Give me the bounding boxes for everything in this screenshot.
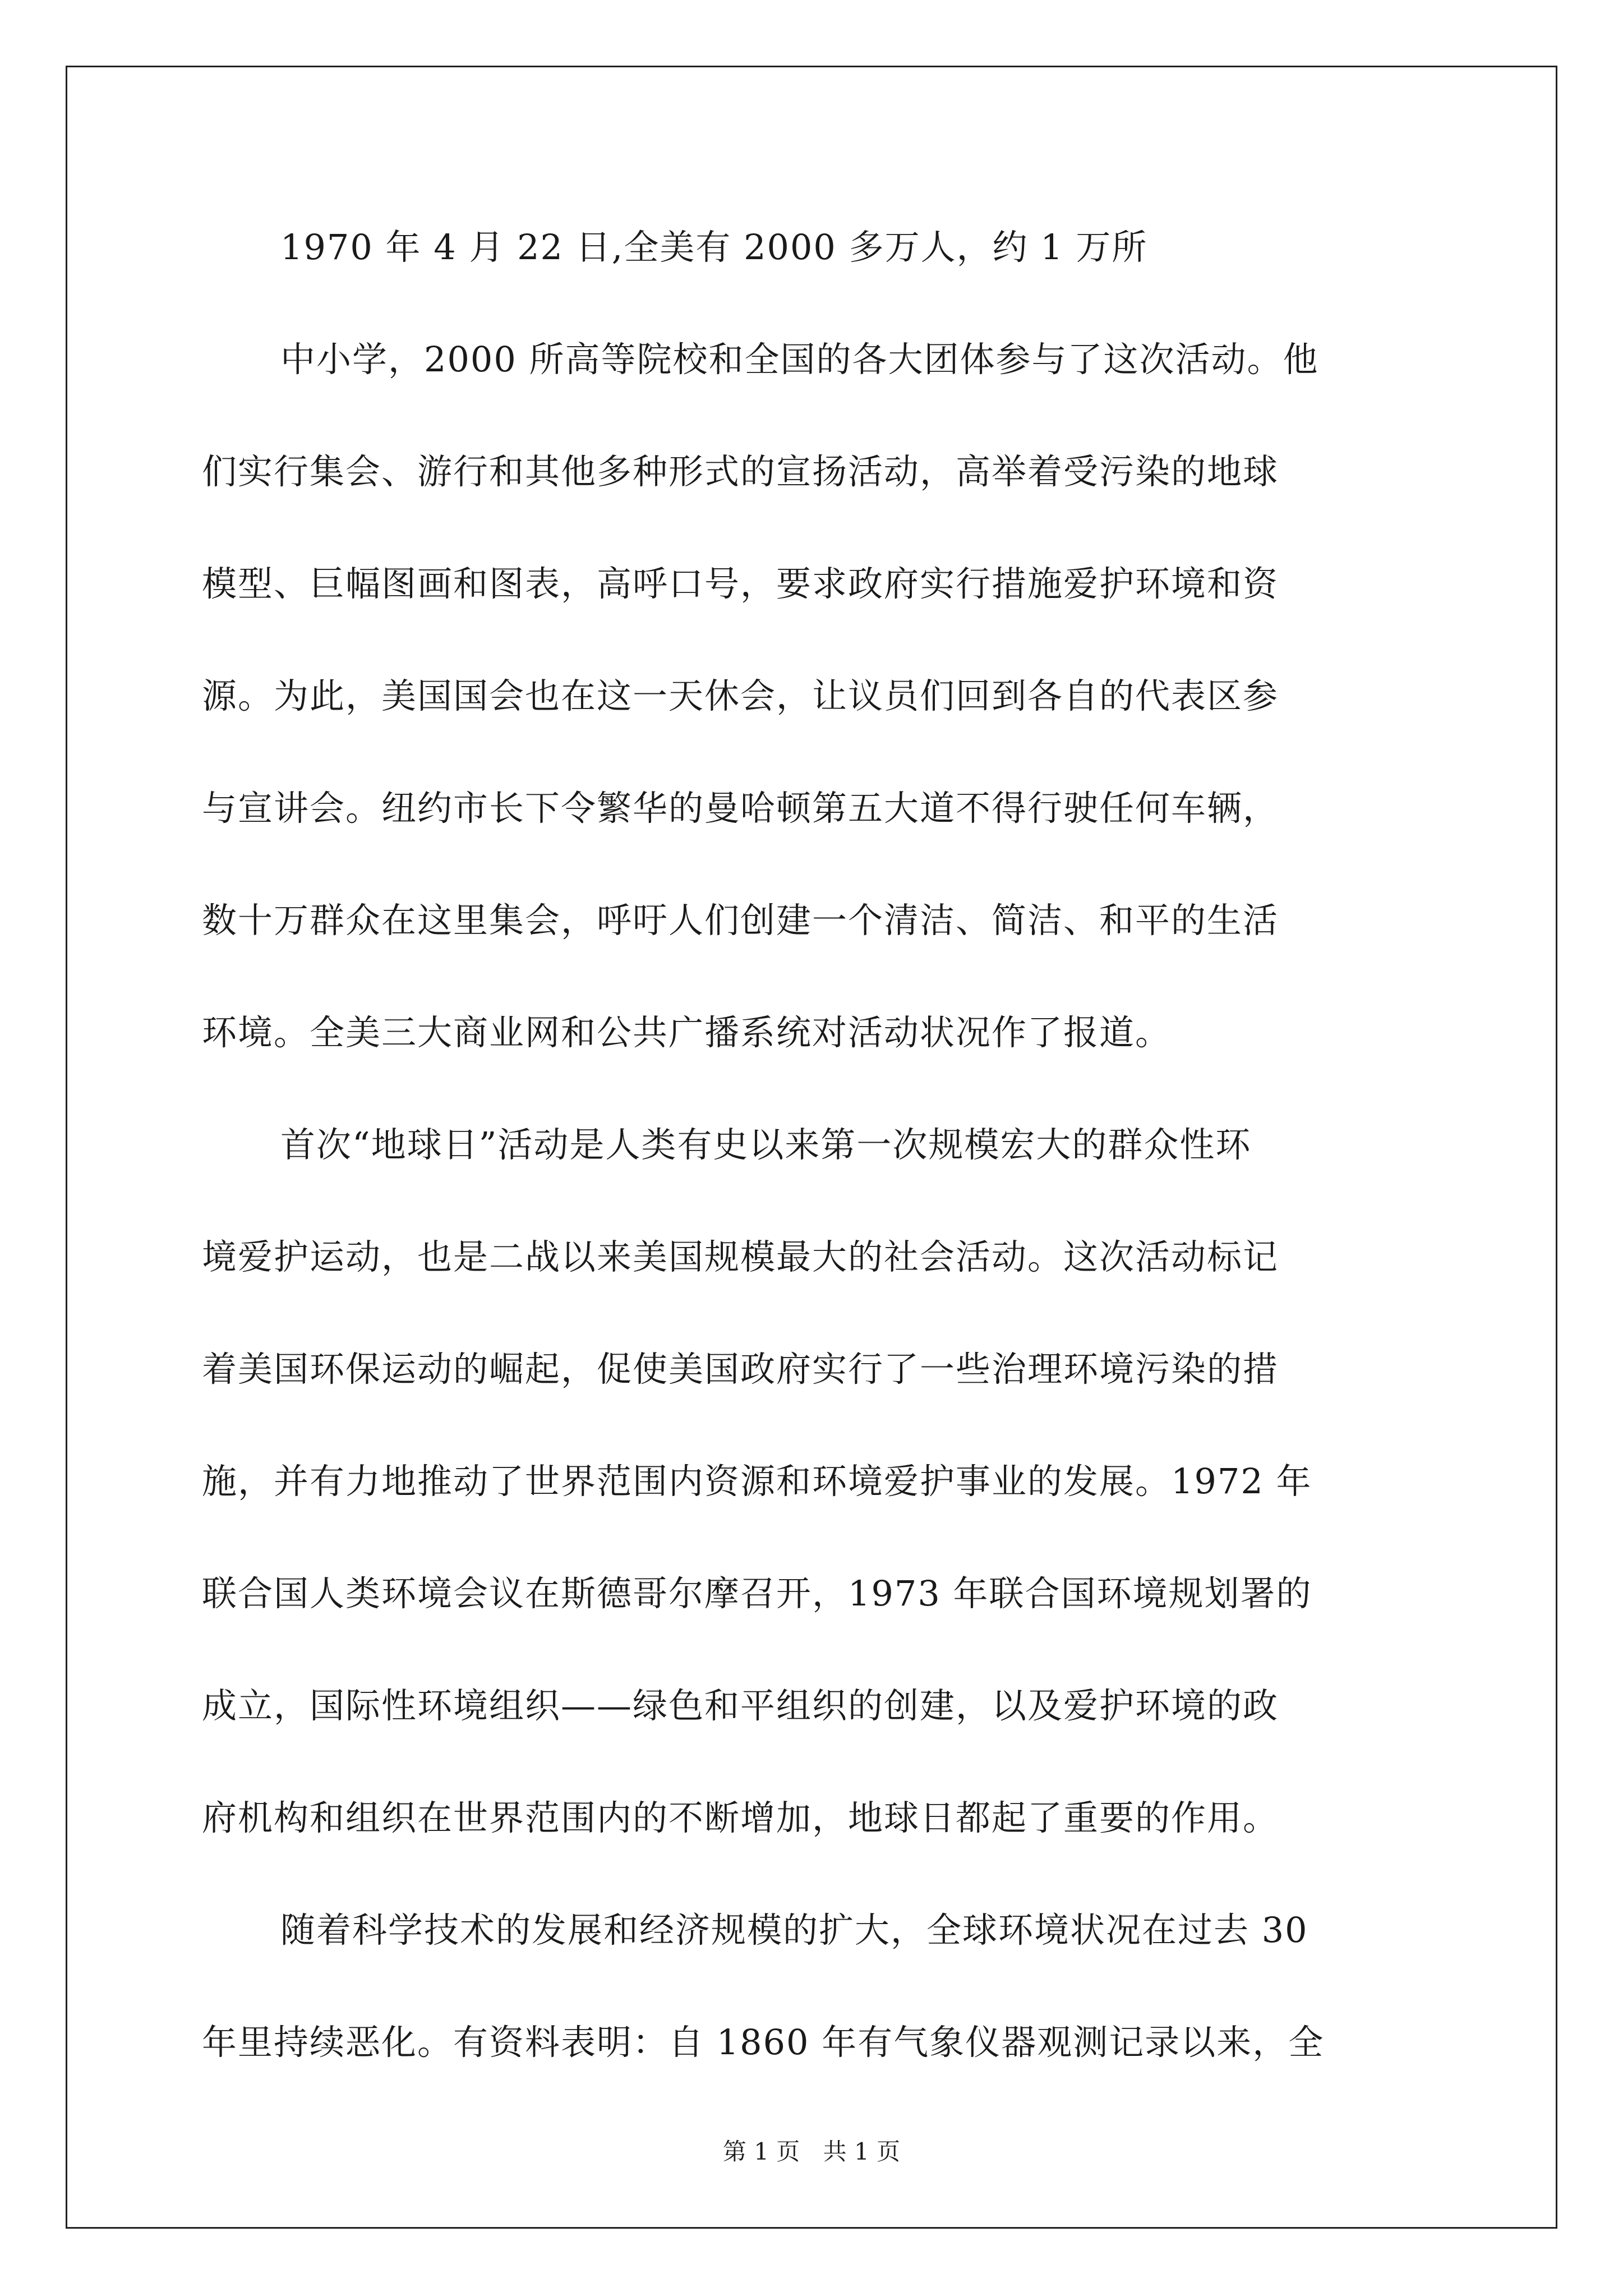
text-line: 成立，国际性环境组织——绿色和平组织的创建，以及爱护环境的政 (202, 1685, 1279, 1726)
text-line: 与宣讲会。纽约市长下令繁华的曼哈顿第五大道不得行驶任何车辆， (202, 788, 1279, 829)
text-line: 环境。全美三大商业网和公共广播系统对活动状况作了报道。 (202, 1012, 1172, 1053)
text-line: 中小学，2000 所高等院校和全国的各大团体参与了这次活动。他 (280, 339, 1319, 380)
text-line: 模型、巨幅图画和图表，高呼口号，要求政府实行措施爱护环境和资 (202, 563, 1279, 604)
text-line: 数十万群众在这里集会，呼吁人们创建一个清洁、简洁、和平的生活 (202, 900, 1279, 941)
text-line: 随着科学技术的发展和经济规模的扩大，全球环境状况在过去 30 (280, 1910, 1308, 1950)
page-total: 共 1 页 (823, 2138, 901, 2165)
text-line: 境爱护运动，也是二战以来美国规模最大的社会活动。这次活动标记 (202, 1236, 1279, 1277)
text-line: 1970 年 4 月 22 日,全美有 2000 多万人，约 1 万所 (280, 227, 1148, 268)
page-footer (0, 2140, 1623, 2164)
text-line: 们实行集会、游行和其他多种形式的宣扬活动，高举着受污染的地球 (202, 451, 1279, 492)
text-line: 年里持续恶化。有资料表明：自 1860 年有气象仪器观测记录以来，全 (202, 2022, 1325, 2063)
text-line: 源。为此，美国国会也在这一天休会，让议员们回到各自的代表区参 (202, 675, 1279, 716)
text-line: 施，并有力地推动了世界范围内资源和环境爱护事业的发展。1972 年 (202, 1461, 1312, 1502)
text-line: 联合国人类环境会议在斯德哥尔摩召开，1973 年联合国环境规划署的 (202, 1573, 1312, 1614)
page-number: 第 1 页 (722, 2138, 800, 2165)
text-line: 着美国环保运动的崛起，促使美国政府实行了一些治理环境污染的措 (202, 1349, 1279, 1389)
text-line: 府机构和组织在世界范围内的不断增加，地球日都起了重要的作用。 (202, 1797, 1279, 1838)
text-line: 首次“地球日”活动是人类有史以来第一次规模宏大的群众性环 (280, 1124, 1252, 1165)
